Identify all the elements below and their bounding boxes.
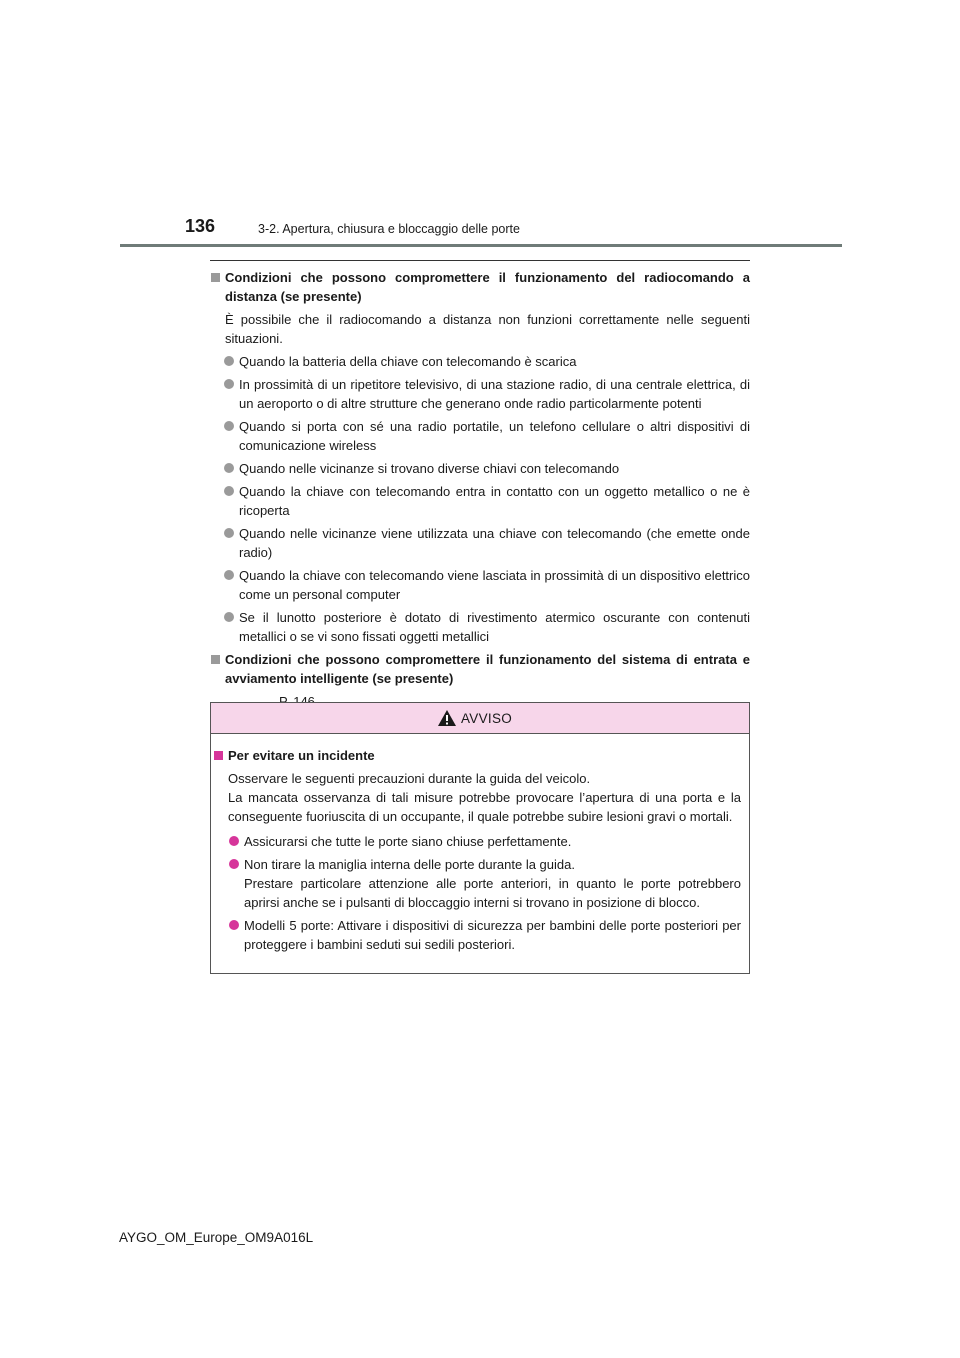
list-item (210, 459, 750, 478)
warning-triangle-icon (437, 709, 457, 727)
section2-heading-text: Condizioni che possono compromettere il funzionamento del sistema di entrata e avviamento intelligente (se presente) (225, 652, 750, 686)
list-item-text: Non tirare la maniglia interna delle porte durante la guida. (244, 857, 575, 872)
section2-heading (210, 650, 750, 688)
content-top-divider (210, 260, 750, 261)
round-bullet-icon (224, 379, 234, 389)
list-item-text: Se il lunotto posteriore è dotato di rivestimento atermico oscurante con contenuti metallici o se vi sono fissati oggetti metallici (239, 610, 750, 644)
warning-box (210, 702, 750, 974)
list-item-text: Quando nelle vicinanze viene utilizzata una chiave con telecomando (che emette onde radio) (239, 526, 750, 560)
warning-intro (213, 769, 741, 826)
list-item-text: Quando la batteria della chiave con telecomando è scarica (239, 354, 577, 369)
section1-heading-text: Condizioni che possono compromettere il funzionamento del radiocomando a distanza (se presente) (225, 270, 750, 304)
round-bullet-icon (224, 421, 234, 431)
list-item-text: Quando si porta con sé una radio portatile, un telefono cellulare o altri dispositivi di comunicazione wireless (239, 419, 750, 453)
list-item (210, 524, 750, 562)
round-bullet-icon (224, 528, 234, 538)
list-item-text: Modelli 5 porte: Attivare i dispositivi di sicurezza per bambini delle porte posteriori per proteggere i bambini seduti sui sedili posteriori. (244, 918, 741, 952)
square-bullet-icon (211, 655, 220, 664)
list-item (210, 352, 750, 371)
round-bullet-icon (224, 570, 234, 580)
list-item (213, 832, 741, 851)
warning-title: AVVISO (461, 711, 513, 726)
round-bullet-icon (229, 920, 239, 930)
list-item-text: In prossimità di un ripetitore televisivo, di una stazione radio, di una centrale elettrica, di un aeroporto o di altre strutture che generano onde radio particolarmente potenti (239, 377, 750, 411)
warning-intro-line: La mancata osservanza di tali misure potrebbe provocare l’apertura di una porta e la conseguente fuoriuscita di un occupante, il quale potrebbe subire lesioni gravi o mortali. (228, 790, 741, 824)
section1-bullet-list (210, 352, 750, 646)
warning-header (211, 703, 749, 734)
list-item-text: Assicurarsi che tutte le porte siano chiuse perfettamente. (244, 834, 572, 849)
list-item (210, 608, 750, 646)
document-code: AYGO_OM_Europe_OM9A016L (119, 1230, 314, 1245)
round-bullet-icon (229, 859, 239, 869)
main-content (210, 268, 750, 711)
page-number: 136 (185, 216, 216, 236)
warning-heading-text: Per evitare un incidente (228, 748, 375, 763)
warning-intro-line: Osservare le seguenti precauzioni durante la guida del veicolo. (228, 771, 591, 786)
list-item (213, 916, 741, 954)
list-item (210, 482, 750, 520)
square-bullet-icon (211, 273, 220, 282)
warning-body (211, 734, 749, 954)
round-bullet-icon (224, 356, 234, 366)
header-divider (120, 244, 842, 247)
section1-heading (210, 268, 750, 306)
section1-intro: È possibile che il radiocomando a distanza non funzioni correttamente nelle seguenti situazioni. (225, 312, 750, 346)
section-title: 3-2. Apertura, chiusura e bloccaggio delle porte (258, 222, 520, 236)
warning-heading (213, 746, 741, 765)
list-item (210, 375, 750, 413)
square-bullet-icon (214, 751, 223, 760)
round-bullet-icon (229, 836, 239, 846)
round-bullet-icon (224, 612, 234, 622)
list-item-text: Quando nelle vicinanze si trovano diverse chiavi con telecomando (239, 461, 620, 476)
list-item-text: Prestare particolare attenzione alle porte anteriori, in quanto le porte potrebbero aprirsi anche se i pulsanti di bloccaggio interni si trovano in posizione di blocco. (244, 876, 741, 910)
round-bullet-icon (224, 463, 234, 473)
list-item-text: Quando la chiave con telecomando viene lasciata in prossimità di un dispositivo elettrico come un personal computer (239, 568, 750, 602)
warning-bullet-list (213, 832, 741, 954)
list-item (213, 855, 741, 912)
page-header (0, 0, 960, 250)
list-item (210, 566, 750, 604)
round-bullet-icon (224, 486, 234, 496)
list-item-text: Quando la chiave con telecomando entra in contatto con un oggetto metallico o ne è ricoperta (239, 484, 750, 518)
list-item (210, 417, 750, 455)
